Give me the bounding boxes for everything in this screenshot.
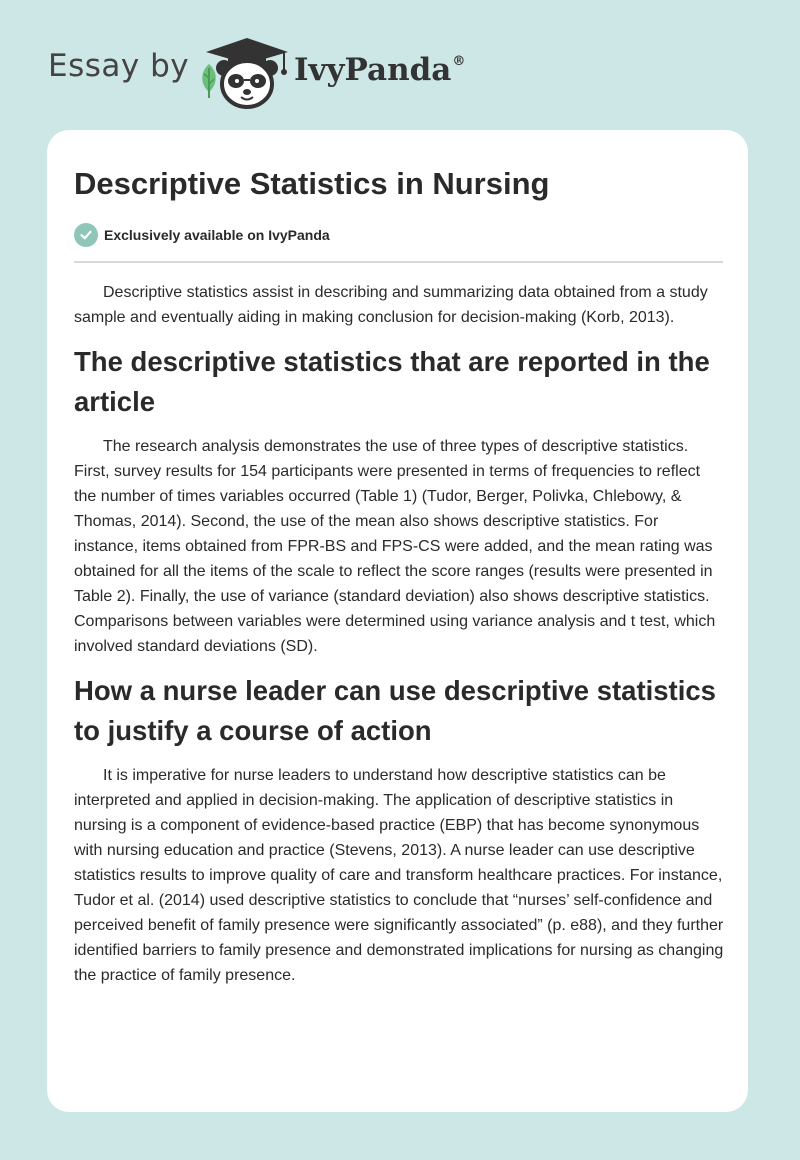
article-card	[47, 130, 748, 1112]
paragraph: Descriptive statistics assist in describing and summarizing data obtained from a study sample and eventually aiding in making conclusion for decision-making (Korb, 2013).	[74, 284, 708, 326]
paragraph: The research analysis demonstrates the use of three types of descriptive statistics. First, survey results for 154 participants were presented in terms of frequencies to reflect the number of times variables occurred (Table 1) (Tudor, Berger, Polivka, Chlebowy, & Thomas, 2014). Second, the use of the mean also shows descriptive statistics. For instance, items obtained from FPR-BS and FPS-CS were added, and the mean rating was obtained for all the items of the scale to reflect the score ranges (results were presented in Table 2). Finally, the use of variance (standard deviation) also shows descriptive statistics. Comparisons between variables were determined using variance analysis and t test, which involved standard deviations (SD).	[74, 438, 716, 655]
article-title: Descriptive Statistics in Nursing	[74, 166, 550, 201]
panda-logo-icon[interactable]	[204, 36, 290, 110]
section-heading: How a nurse leader can use descriptive statistics to justify a course of action	[74, 675, 716, 746]
brand-name[interactable]	[294, 52, 465, 88]
registered-mark: ®	[452, 54, 466, 69]
divider	[74, 261, 723, 263]
check-icon	[74, 223, 98, 247]
essay-by-label: Essay by	[48, 48, 190, 84]
article-body	[74, 278, 724, 988]
section-heading: The descriptive statistics that are reported in the article	[74, 346, 710, 417]
site-header	[0, 0, 800, 130]
paragraph: It is imperative for nurse leaders to understand how descriptive statistics can be interpreted and applied in decision-making. The application of descriptive statistics in nursing is a component of evidence-based practice (EBP) that has become synonymous with nursing education and practice (Stevens, 2013). A nurse leader can use descriptive statistics results to improve quality of care and transform healthcare practices. For instance, Tudor et al. (2014) used descriptive statistics to conclude that “nurses’ self-confidence and perceived benefit of family presence were significantly associated” (p. e88), and they further identified barriers to family presence and demonstrated implications for nursing as changing the practice of family presence.	[74, 767, 724, 984]
brand-name-text: IvyPanda	[294, 52, 452, 88]
exclusive-badge	[74, 222, 330, 248]
exclusive-badge-label: Exclusively available on IvyPanda	[104, 227, 330, 243]
